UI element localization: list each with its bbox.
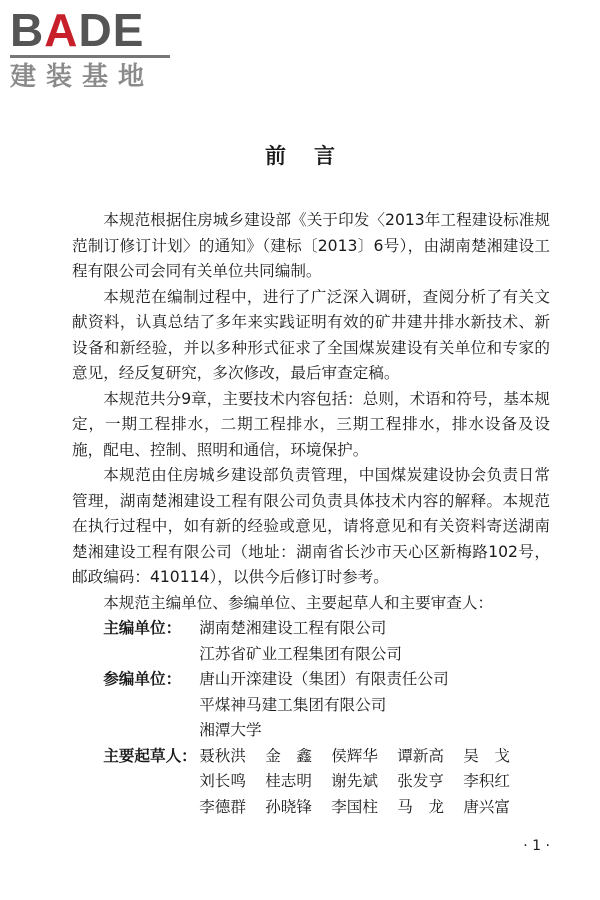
unit-name: 唐山开滦建设（集团）有限责任公司 xyxy=(199,670,449,688)
paragraph: 本规范由住房城乡建设部负责管理，中国煤炭建设协会负责日常管理，湖南楚湘建设工程有限公司负责具体技术内容的解释。本规范在执行过程中，如有新的经验或意见，请将意见和有关资料寄送湖南楚湘建设工程有限公司（地址：湖南省长沙市天心区新梅路102号，邮政编码：410114），以供今后修订时参考。 xyxy=(72,466,550,586)
paragraph: 本规范主编单位、参编单位、主要起草人和主要审查人： xyxy=(103,593,494,612)
paragraph: 本规范在编制过程中，进行了广泛深入调研，查阅分析了有关文献资料，认真总结了多年来实践证明有效的矿井建井排水新技术、新设备和新经验，并以多种形式征求了全国煤炭建设有关单位和专家的意见，经反复研究，多次修改，最后审查定稿。 xyxy=(72,287,550,382)
page-number: · 1 · xyxy=(523,838,550,854)
drafter-name: 孙晓锋 xyxy=(265,797,312,816)
co-editor-label: 参编单位： xyxy=(103,670,182,688)
drafter-name: 吴 戈 xyxy=(463,746,510,765)
drafter-name: 桂志明 xyxy=(265,772,312,790)
logo-wordmark xyxy=(10,6,180,54)
drafters-section xyxy=(103,744,550,821)
unit-name: 平煤神马建工集团有限公司 xyxy=(199,695,387,714)
drafter-name: 李国柱 xyxy=(331,797,378,816)
unit-name: 江苏省矿业工程集团有限公司 xyxy=(199,644,402,663)
chief-editor-units xyxy=(199,616,550,667)
chief-editor-section xyxy=(103,616,550,667)
page-title: 前言 xyxy=(265,144,363,168)
drafters-label: 主要起草人： xyxy=(103,746,197,765)
site-logo xyxy=(10,6,180,96)
drafter-name: 张发亨 xyxy=(397,772,444,790)
drafter-name: 马 龙 xyxy=(397,797,444,816)
drafter-name: 谢先斌 xyxy=(331,772,378,790)
drafter-name: 谭新高 xyxy=(397,746,444,765)
chief-editor-label: 主编单位： xyxy=(103,619,182,637)
logo-letter-b: B xyxy=(10,4,45,56)
drafter-name: 金 鑫 xyxy=(265,746,312,765)
logo-letters-de: DE xyxy=(78,4,145,56)
unit-name: 湖南楚湘建设工程有限公司 xyxy=(199,619,387,637)
co-editor-section xyxy=(103,667,550,744)
preface-body xyxy=(72,208,550,820)
paragraph: 本规范根据住房城乡建设部《关于印发〈2013年工程建设标准规范制订修订计划〉的通知》（建标〔2013〕6号），由湖南楚湘建设工程有限公司会同有关单位共同编制。 xyxy=(72,211,550,280)
paragraph: 本规范共分9章，主要技术内容包括：总则，术语和符号，基本规定，一期工程排水，二期工程排水，三期工程排水，排水设备及设施，配电、控制、照明和通信，环境保护。 xyxy=(72,389,550,459)
unit-name: 湘潭大学 xyxy=(199,721,262,739)
drafter-name: 刘长鸣 xyxy=(199,772,246,790)
drafter-name: 李德群 xyxy=(199,797,246,816)
co-editor-units xyxy=(199,667,550,744)
drafters-names xyxy=(199,744,550,821)
drafter-name: 李积红 xyxy=(463,772,510,790)
drafter-name: 侯辉华 xyxy=(331,746,378,765)
logo-letter-a: A xyxy=(44,4,79,56)
drafter-name: 聂秋洪 xyxy=(199,746,246,765)
drafter-name: 唐兴富 xyxy=(463,797,510,816)
logo-subtitle: 建装基地 xyxy=(10,62,155,92)
